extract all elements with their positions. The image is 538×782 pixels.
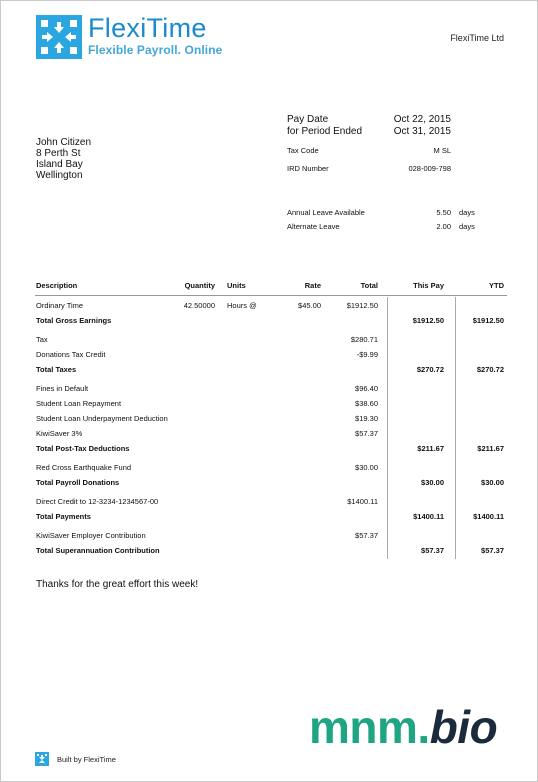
row-description: Donations Tax Credit xyxy=(36,350,106,359)
column-divider xyxy=(455,297,456,559)
table-total-row xyxy=(35,543,507,558)
header-ytd: YTD xyxy=(489,281,504,290)
row-rate: $45.00 xyxy=(298,301,321,310)
row-ytd: $1912.50 xyxy=(472,316,504,325)
row-description: Total Post-Tax Deductions xyxy=(36,444,130,453)
employee-name: John Citizen xyxy=(36,137,92,148)
annual-leave-label: Annual Leave Available xyxy=(287,208,365,217)
employee-suburb: Island Bay xyxy=(36,159,83,170)
company-name: FlexiTime Ltd xyxy=(450,33,504,43)
table-row xyxy=(35,381,507,396)
table-row xyxy=(35,332,507,347)
table-row xyxy=(35,298,507,313)
row-ytd: $30.00 xyxy=(481,478,504,487)
row-this-pay: $211.67 xyxy=(417,444,444,453)
footer-text: Built by FlexiTime xyxy=(57,754,116,764)
row-description: Ordinary Time xyxy=(36,301,84,310)
header-description: Description xyxy=(36,281,78,290)
row-quantity: 42.50000 xyxy=(183,301,215,310)
row-ytd: $1400.11 xyxy=(473,512,504,521)
row-ytd: $270.72 xyxy=(476,365,504,374)
row-total: $57.37 xyxy=(355,531,378,540)
alternate-leave-value: 2.00 xyxy=(436,222,451,231)
flexitime-logo xyxy=(36,15,222,61)
period-ended-value: Oct 31, 2015 xyxy=(393,126,451,137)
brand-tagline: Flexible Payroll. Online xyxy=(88,43,223,57)
column-divider xyxy=(387,297,388,559)
flexitime-footer-icon xyxy=(35,752,49,766)
row-description: Total Payments xyxy=(36,512,91,521)
row-description: Total Gross Earnings xyxy=(36,316,112,325)
table-row xyxy=(35,347,507,362)
header-rate: Rate xyxy=(304,281,321,290)
header-this-pay: This Pay xyxy=(413,281,444,290)
row-total: $57.37 xyxy=(355,429,378,438)
header-quantity: Quantity xyxy=(184,281,215,290)
row-description: KiwiSaver 3% xyxy=(36,429,83,438)
row-total: $96.40 xyxy=(355,384,378,393)
tax-code-label: Tax Code xyxy=(287,146,319,155)
row-total: $30.00 xyxy=(355,463,378,472)
table-row xyxy=(35,528,507,543)
row-description: Tax xyxy=(36,335,48,344)
alternate-leave-label: Alternate Leave xyxy=(287,222,340,231)
row-this-pay: $270.72 xyxy=(416,365,444,374)
pay-date-value: Oct 22, 2015 xyxy=(393,114,451,125)
row-total: $38.60 xyxy=(355,399,378,408)
ird-number-value: 028-009-798 xyxy=(408,164,451,173)
brand-name: FlexiTime xyxy=(88,13,207,43)
header-units: Units xyxy=(227,281,246,290)
header-total: Total xyxy=(360,281,378,290)
table-row xyxy=(35,411,507,426)
employee-address xyxy=(36,137,91,181)
table-total-row xyxy=(35,475,507,490)
row-description: Red Cross Earthquake Fund xyxy=(36,463,132,472)
alternate-leave-unit: days xyxy=(459,222,475,231)
row-description: Total Payroll Donations xyxy=(36,478,120,487)
row-total: $280.71 xyxy=(350,335,378,344)
ird-number-label: IRD Number xyxy=(287,164,329,173)
row-total: $1912.50 xyxy=(346,301,378,310)
row-description: Direct Credit to 12-3234-1234567-00 xyxy=(36,497,159,506)
row-units: Hours @ xyxy=(227,301,257,310)
row-description: Total Taxes xyxy=(36,365,77,374)
table-body xyxy=(35,296,507,558)
table-row xyxy=(35,396,507,411)
annual-leave-unit: days xyxy=(459,208,475,217)
row-total: $19.30 xyxy=(355,414,378,423)
table-row xyxy=(35,460,507,475)
row-ytd: $211.67 xyxy=(477,444,504,453)
employee-city: Wellington xyxy=(36,170,83,181)
pay-date-label: Pay Date xyxy=(287,114,329,125)
table-total-row xyxy=(35,362,507,377)
row-description: Total Superannuation Contribution xyxy=(36,546,160,555)
row-this-pay: $30.00 xyxy=(421,478,444,487)
row-total: $1400.11 xyxy=(347,497,378,506)
table-row xyxy=(35,426,507,441)
row-total: -$9.99 xyxy=(356,350,378,359)
annual-leave-value: 5.50 xyxy=(436,208,451,217)
tax-code-value: M SL xyxy=(433,146,451,155)
row-ytd: $57.37 xyxy=(481,546,504,555)
employee-street: 8 Perth St xyxy=(36,148,81,159)
table-total-row xyxy=(35,313,507,328)
footer xyxy=(35,752,116,766)
row-description: Student Loan Repayment xyxy=(36,399,122,408)
flexitime-logo-icon xyxy=(36,15,82,59)
earnings-table xyxy=(35,279,507,562)
table-row xyxy=(35,494,507,509)
row-this-pay: $57.37 xyxy=(421,546,444,555)
table-total-row xyxy=(35,441,507,456)
payslip-note: Thanks for the great effort this week! xyxy=(36,579,199,590)
period-ended-label: for Period Ended xyxy=(287,126,363,137)
row-this-pay: $1912.50 xyxy=(412,316,444,325)
watermark: mnm.bio xyxy=(309,701,498,753)
table-header xyxy=(35,279,507,296)
row-description: KiwiSaver Employer Contribution xyxy=(36,531,146,540)
row-description: Student Loan Underpayment Deduction xyxy=(36,414,168,423)
row-this-pay: $1400.11 xyxy=(413,512,444,521)
table-total-row xyxy=(35,509,507,524)
row-description: Fines in Default xyxy=(36,384,89,393)
